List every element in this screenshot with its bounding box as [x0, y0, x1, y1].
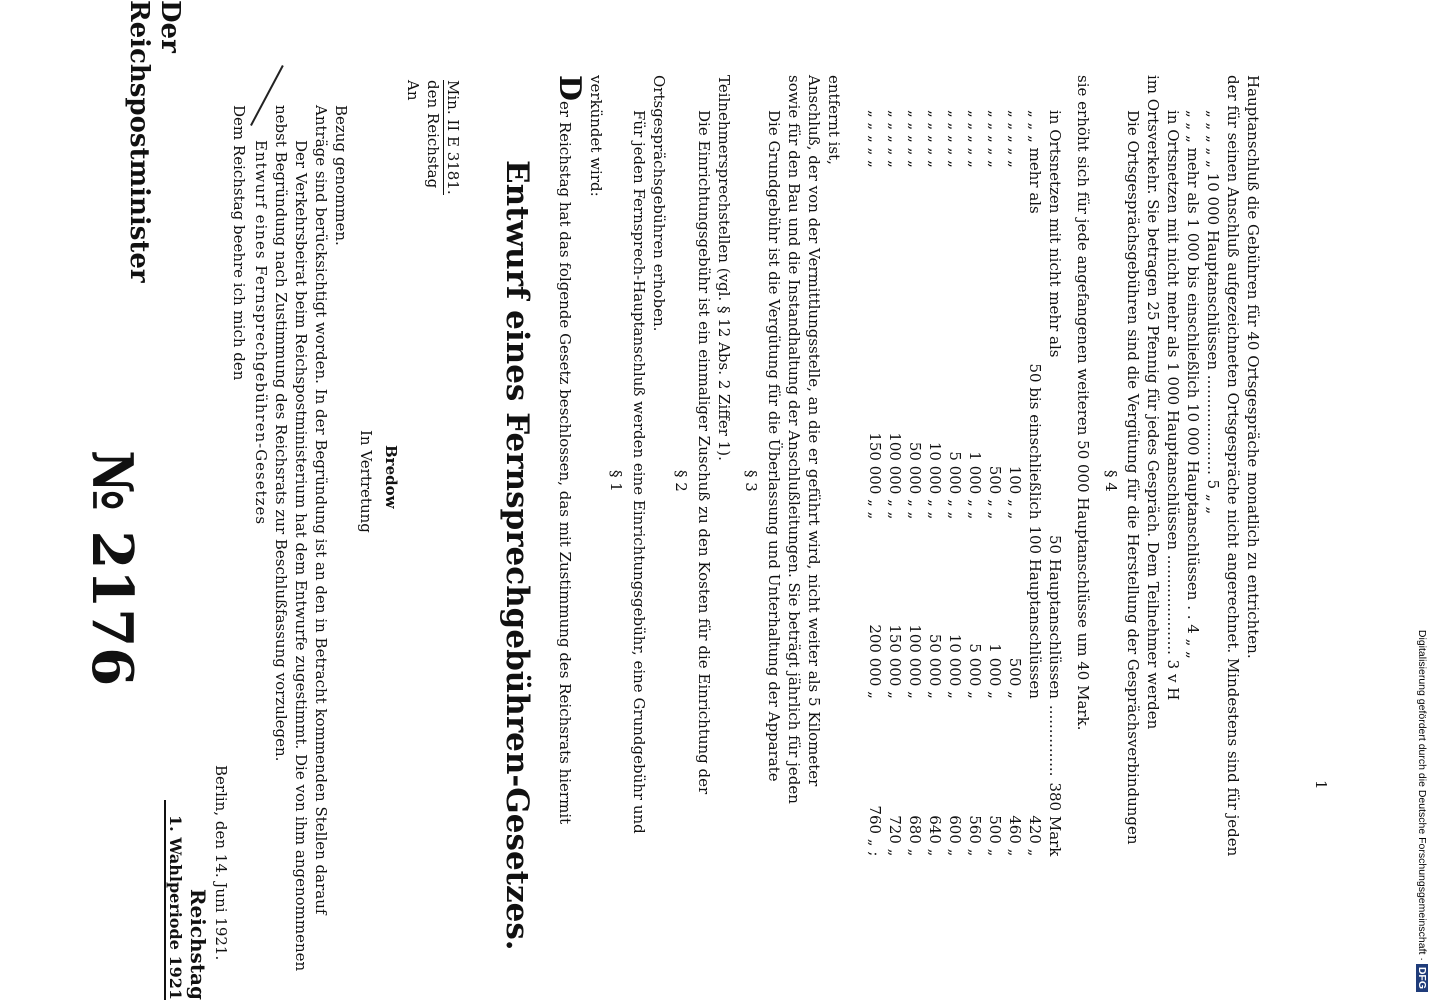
rate-to: 100 000 „	[906, 624, 924, 699]
credit-text: Digitalisierung gefördert durch die Deutsche Forschungsgemeinschaft ·	[1416, 629, 1428, 961]
section-4-line: Hauptanschluß die Gebühren für 40 Ortsgespräche monatlich zu entrichten.	[1244, 75, 1262, 659]
rate-row	[1045, 110, 1065, 862]
rate-lead: „ „ „ „ „	[966, 110, 984, 168]
rate-to: 10 000 „	[946, 633, 964, 699]
digitization-credit	[1412, 8, 1432, 992]
intro-line: Der Reichstag hat das folgende Gesetz beschlossen, das mit Zustimmung des Reichsrats hiermit	[552, 75, 587, 825]
letter-line: Anträge sind berücksichtigt worden. In der Begründung ist an den in Betracht kommenden Stellen darauf	[312, 105, 330, 915]
letter-draft-title: Entwurf eines Fernsprechgebühren-Gesetzes	[252, 140, 270, 526]
rate-amount: 600 „	[946, 815, 964, 857]
intro-line: verkündet wird:	[587, 75, 605, 197]
section-4-line: der für seinen Anschluß aufgezeichneten Ortsgespräche nicht angerechnet. Mindestens sind für jeden	[1224, 75, 1242, 857]
rate-lead: „ „ „ „ „	[886, 110, 904, 168]
document-number: № 2176	[79, 450, 145, 687]
rate-lead: „ „ „ „ „	[866, 110, 884, 168]
section-4-rate: „ „ „ mehr als 1 000 bis einschließlich 10 000 Hauptanschlüssen . . 4 „ „	[1184, 110, 1202, 659]
rate-dots	[1005, 705, 1025, 783]
rate-from: 100 000 „ „	[886, 432, 904, 520]
letter-line: Bezug genommen.	[332, 105, 350, 246]
rate-amount: 500 „	[986, 815, 1004, 857]
election-period: 1. Wahlperiode 1921	[164, 800, 185, 1000]
section-4-line: Die Ortsgesprächsgebühren sind die Vergütung für die Herstellung der Gesprächsverbindungen	[1124, 110, 1142, 845]
section-3-line: Die Grundgebühr ist die Vergütung für die Überlassung und Unterhaltung der Apparate	[765, 110, 783, 782]
rate-to: 50 Hauptanschlüssen	[1046, 534, 1064, 699]
section-4-heading: § 4	[1102, 470, 1120, 492]
section-3-line: Anschluß, der von der Vermittlungsstelle, an die er geführt wird, nicht weiter als 5 Kilometer	[805, 75, 823, 787]
rate-from: 1 000 „ „	[966, 451, 984, 520]
rate-dots	[965, 705, 985, 783]
rate-lead: „ „ „ „ „	[1006, 110, 1024, 168]
letter-line: nebst Begründung nach Zustimmung des Reichsrats zur Beschlußfassung vorzulegen.	[272, 105, 290, 762]
drop-initial: D	[552, 75, 587, 102]
rate-amount: 760 „ ;	[866, 805, 884, 857]
rate-lead: „ „ „ „ „	[906, 110, 924, 168]
rate-lead: „ „ „ mehr als	[1026, 110, 1044, 214]
issuer-heading: Der Reichspostminister	[123, 0, 185, 283]
rate-row	[985, 110, 1005, 862]
rate-from	[1045, 363, 1065, 525]
rate-from: 150 000 „ „	[866, 432, 884, 520]
rate-dots	[905, 705, 925, 783]
rate-amount: 380 Mark	[1046, 782, 1064, 857]
section-2-line: Die Einrichtungsgebühr ist ein einmaliger Zuschuß zu den Kosten für die Einrichtung der	[695, 110, 713, 795]
rate-to: 200 000 „	[866, 624, 884, 699]
page-number: 1	[1312, 780, 1330, 790]
rate-amount: 680 „	[906, 815, 924, 857]
section-4-rate: in Ortsnetzen mit nicht mehr als 1 000 Hauptanschlüssen ..................... 3 v H	[1164, 110, 1182, 701]
rate-to: 150 000 „	[886, 624, 904, 699]
rate-row	[945, 110, 965, 862]
rate-to: 1 000 „	[986, 643, 1004, 699]
rate-to: 5 000 „	[966, 643, 984, 699]
draft-title: Entwurf eines Fernsprechgebühren-Gesetzes.	[499, 160, 535, 951]
reichstag-label: Reichstag	[186, 888, 210, 1000]
representation: In Vertretung	[357, 430, 375, 533]
basic-fee-table	[865, 110, 1065, 862]
rate-dots	[925, 705, 945, 783]
rate-amount: 460 „	[1006, 815, 1024, 857]
section-1-line: Ortsgesprächsgebühren erhoben.	[650, 75, 668, 332]
rate-lead: „ „ „ „ „	[926, 110, 944, 168]
section-4-line: im Ortsverkehr. Sie betragen 25 Pfennig für jedes Gespräch. Dem Teilnehmer werden	[1144, 75, 1162, 730]
addressee: den Reichstag	[424, 80, 442, 189]
rate-to: 50 000 „	[926, 633, 944, 699]
rate-amount: 640 „	[926, 815, 944, 857]
section-3-line: entfernt ist,	[825, 75, 843, 165]
letter-line: Dem Reichstag beehre ich mich den	[230, 105, 248, 381]
dfg-logo: DFG	[1416, 964, 1428, 992]
rate-amount: 420 „	[1026, 815, 1044, 857]
rate-row	[865, 110, 885, 862]
section-2-heading: § 2	[672, 470, 690, 492]
place-date: Berlin, den 14. Juni 1921.	[212, 765, 230, 961]
rate-dots	[945, 705, 965, 783]
section-1-line: Für jeden Fernsprech-Hauptanschluß werden eine Einrichtungsgebühr, eine Grundgebühr und	[630, 110, 648, 834]
section-3-heading: § 3	[742, 470, 760, 492]
section-3-after: sie erhöht sich für jede angefangenen weiteren 50 000 Hauptanschlüsse um 40 Mark.	[1074, 75, 1092, 731]
rate-row	[965, 110, 985, 862]
rate-from: 100 „ „	[1006, 465, 1024, 520]
rate-row	[1025, 110, 1045, 862]
rate-to: 100 Hauptanschlüssen	[1026, 525, 1044, 699]
rate-from: 50 bis einschließlich	[1026, 363, 1044, 520]
rate-lead: in Ortsnetzen mit nicht mehr als	[1046, 110, 1064, 358]
rate-from: 500 „ „	[986, 465, 1004, 520]
rate-row	[905, 110, 925, 862]
rate-dots	[865, 705, 885, 783]
rate-lead: „ „ „ „ „	[986, 110, 1004, 168]
addressee: An	[404, 80, 422, 101]
rate-dots	[885, 705, 905, 783]
rate-row	[925, 110, 945, 862]
letter-line: Der Verkehrsbeirat beim Reichspostministerium hat dem Entwurfe zugestimmt. Die von ihm angenommenen	[292, 140, 310, 972]
section-2-line: Teilnehmersprechstellen (vgl. § 12 Abs. 2 Ziffer 1).	[715, 75, 733, 461]
rate-from: 50 000 „ „	[906, 441, 924, 520]
rate-from: 5 000 „ „	[946, 451, 964, 520]
signature: Bredow	[382, 445, 400, 509]
reference: Min. II E 3181.	[444, 80, 462, 195]
rate-amount: 720 „	[886, 815, 904, 857]
rate-row	[1005, 110, 1025, 862]
rate-amount: 560 „	[966, 815, 984, 857]
section-1-heading: § 1	[607, 470, 625, 492]
rate-dots: ...............	[1046, 704, 1064, 777]
rate-row	[885, 110, 905, 862]
section-4-rate: „ „ „ „ „ 10 000 Hauptanschlüssen ..................... 5 „ „	[1204, 110, 1222, 515]
rate-to: 500 „	[1006, 657, 1024, 699]
rate-dots	[985, 705, 1005, 783]
section-3-line: sowie für den Bau und die Instandhaltung der Anschlußleitungen. Sie beträgt jährlich für jeden	[785, 75, 803, 804]
rate-from: 10 000 „ „	[926, 441, 944, 520]
rate-dots	[1025, 705, 1045, 783]
rate-lead: „ „ „ „ „	[946, 110, 964, 168]
